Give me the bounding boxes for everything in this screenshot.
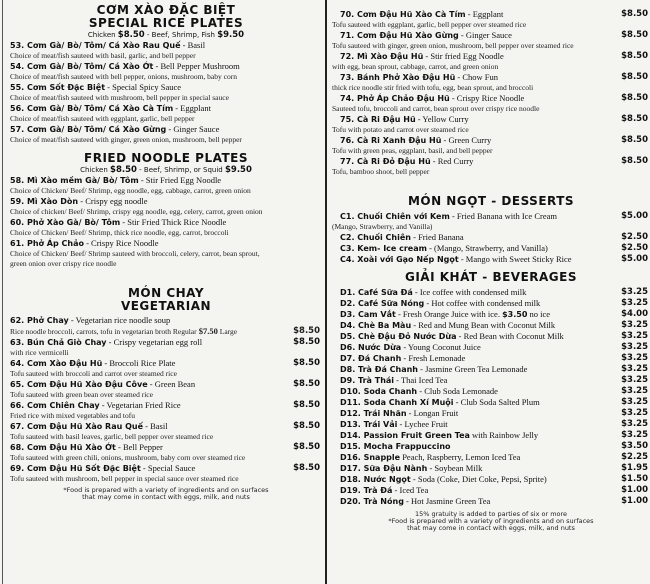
item-name: D1. Café Sữa Đá bbox=[340, 288, 413, 297]
menu-item bbox=[10, 315, 322, 326]
left-footnote-1: *Food is prepared with a variety of ingredients and on surfaces bbox=[63, 486, 269, 494]
menu-item bbox=[10, 238, 322, 249]
item-alt-price: $3.50 bbox=[502, 310, 528, 319]
item-english: - Fresh Orange Juice bbox=[395, 309, 469, 319]
item-english: - Yellow Curry bbox=[415, 114, 469, 124]
item-description bbox=[332, 83, 650, 93]
item-description-text: Tofu sauteed with broccoli and carrot over steamed rice bbox=[10, 369, 177, 378]
item-description bbox=[10, 390, 322, 400]
item-description-text: Tofu with potato and carrot over steamed rice bbox=[332, 125, 469, 134]
item-price: $3.50 bbox=[621, 441, 648, 451]
item-name: 71. Cơm Đậu Hũ Xào Gừng bbox=[340, 31, 459, 40]
menu-item bbox=[10, 196, 322, 207]
item-name: 56. Cơm Gà/ Bò/ Tôm/ Cá Xào Cà Tím bbox=[10, 104, 174, 113]
menu-item bbox=[332, 364, 650, 375]
item-price: $3.25 bbox=[621, 419, 648, 429]
item-description bbox=[10, 326, 322, 337]
item-name: C1. Chuối Chiên với Kem bbox=[340, 212, 450, 221]
item-large-label: Large bbox=[217, 327, 238, 336]
item-name: D6. Nước Dừa bbox=[340, 343, 402, 352]
item-description bbox=[10, 51, 322, 61]
item-description bbox=[10, 72, 322, 82]
item-price: $8.50 bbox=[293, 400, 320, 410]
menu-item bbox=[332, 386, 650, 397]
item-name: 65. Cơm Đậu Hũ Xào Đậu Côve bbox=[10, 380, 148, 389]
item-name: D15. Mocha Frappuccino bbox=[340, 442, 451, 451]
special-title-en: SPECIAL RICE PLATES bbox=[88, 16, 244, 30]
item-description-text: Tofu with green peas, eggplant, basil, and bell pepper bbox=[332, 146, 493, 155]
item-english: - Thai Iced Tea bbox=[394, 375, 448, 385]
left-footnote-2: that may come in contact with eggs, milk, and nuts bbox=[82, 493, 250, 501]
item-description-text: Choice of Chicken/ Beef/ Shrimp sauteed with broccoli, celery, carrot, bean sprout, bbox=[10, 249, 260, 258]
item-english: Peach, Raspberry, Lemon Iced Tea bbox=[400, 452, 521, 462]
item-description bbox=[10, 474, 322, 484]
left-column bbox=[0, 0, 322, 584]
item-description bbox=[10, 114, 322, 124]
item-price: $1.50 bbox=[621, 474, 648, 484]
menu-item bbox=[10, 421, 322, 432]
menu-item bbox=[332, 30, 650, 41]
item-description bbox=[10, 186, 322, 196]
item-price: $3.25 bbox=[621, 342, 648, 352]
menu-item bbox=[10, 463, 322, 474]
menu-item bbox=[10, 358, 322, 369]
menu-item bbox=[332, 419, 650, 430]
menu-item bbox=[332, 496, 650, 507]
item-price: $8.50 bbox=[293, 358, 320, 368]
item-name: 57. Cơm Gà/ Bò/ Tôm/ Cá Xào Gừng bbox=[10, 125, 167, 134]
item-english: - Fresh Lemonade bbox=[401, 353, 466, 363]
item-price: $1.00 bbox=[621, 496, 648, 506]
menu-item bbox=[10, 337, 322, 348]
item-description-text: with rice vermicelli bbox=[10, 348, 69, 357]
menu-item bbox=[332, 485, 650, 496]
item-price: $3.25 bbox=[621, 430, 648, 440]
item-english: - Chow Fun bbox=[455, 72, 499, 82]
item-name: 67. Cơm Đậu Hũ Xào Rau Quế bbox=[10, 422, 144, 431]
item-price: $8.50 bbox=[621, 72, 648, 82]
noodle-title: FRIED NOODLE PLATES bbox=[84, 151, 248, 165]
menu-item bbox=[332, 287, 650, 298]
item-name: D18. Nước Ngọt bbox=[340, 475, 411, 484]
noodle-list bbox=[10, 175, 322, 269]
menu-item bbox=[332, 463, 650, 474]
item-english: - Ice coffee with condensed milk bbox=[412, 287, 527, 297]
column-divider bbox=[325, 0, 327, 584]
item-note: with ice. bbox=[468, 309, 503, 319]
dessert-list bbox=[332, 211, 650, 265]
item-english: - Stir fried Egg Noodle bbox=[423, 51, 504, 61]
item-name: D17. Sữa Đậu Nành bbox=[340, 464, 428, 473]
item-name: 61. Phở Áp Chảo bbox=[10, 239, 84, 248]
item-name: D9. Trà Thái bbox=[340, 376, 395, 385]
item-price: $8.50 bbox=[621, 93, 648, 103]
menu-item bbox=[332, 430, 650, 441]
item-english: - Bell Pepper Mushroom bbox=[153, 61, 240, 71]
noodle-subtitle: Chicken $8.50 - Beef, Shrimp, or Squid $9.50 bbox=[80, 165, 252, 175]
menu-item bbox=[10, 379, 322, 390]
item-price: $3.25 bbox=[621, 364, 648, 374]
item-name: 59. Mì Xào Dòn bbox=[10, 197, 79, 206]
menu-item bbox=[10, 103, 322, 114]
item-english: - Broccoli Rice Plate bbox=[102, 358, 176, 368]
item-name: D5. Chè Đậu Đỏ Nước Dừa bbox=[340, 332, 457, 341]
item-description-text: Choice of meat/fish sauteed with mushroom, bell pepper in special sauce bbox=[10, 93, 229, 102]
item-price: $1.00 bbox=[621, 485, 648, 495]
item-english: - Crispy Rice Noodle bbox=[83, 238, 159, 248]
item-english: - Longan Fruit bbox=[406, 408, 459, 418]
item-name: 77. Cà Ri Đỏ Đậu Hũ bbox=[340, 157, 431, 166]
item-description-text: with egg, bean sprout, cabbage, carrot, and green onion bbox=[332, 62, 499, 71]
item-english: - Young Coconut Juice bbox=[401, 342, 481, 352]
menu-item bbox=[332, 298, 650, 309]
item-description-2: green onion over crispy rice noodle bbox=[10, 259, 117, 268]
item-description-text: Choice of meat/fish sauteed with bell pepper, onions, mushroom, baby corn bbox=[10, 72, 237, 81]
item-price: $8.50 bbox=[293, 379, 320, 389]
item-price: $8.50 bbox=[621, 135, 648, 145]
right-footnote-2: *Food is prepared with a variety of ingredients and on surfaces bbox=[388, 517, 594, 525]
item-english: with Rainbow Jelly bbox=[469, 430, 539, 440]
item-description bbox=[332, 104, 650, 114]
item-description-text: Choice of Chicken/ Beef/ Shrimp, egg noodle, egg, cabbage, carrot, green onion bbox=[10, 186, 251, 195]
item-name: D11. Soda Chanh Xí Muội bbox=[340, 398, 454, 407]
gratuity-note: 15% gratuity is added to parties of six or more bbox=[414, 510, 568, 518]
item-english: - Mango with Sweet Sticky Rice bbox=[458, 254, 572, 264]
item-name: 72. Mì Xào Đậu Hũ bbox=[340, 52, 424, 61]
menu-item bbox=[332, 452, 650, 463]
item-english: - Special Spicy Sauce bbox=[105, 82, 182, 92]
item-name: D3. Cam Vắt bbox=[340, 310, 396, 319]
menu-item bbox=[332, 375, 650, 386]
item-english: - Stir Fried Egg Noodle bbox=[138, 175, 222, 185]
item-name: 66. Cơm Chiên Chay bbox=[10, 401, 100, 410]
item-description-text: Choice of Chicken/ Beef/ Shrimp, thick rice noodle, egg, carrot, broccoli bbox=[10, 228, 229, 237]
item-description-text: Tofu sauteed with ginger, green onion, mushroom, bell pepper over steamed rice bbox=[332, 41, 574, 50]
menu-item bbox=[332, 441, 650, 452]
item-price: $3.25 bbox=[621, 397, 648, 407]
item-name: 68. Cơm Đậu Hũ Xào Ớt bbox=[10, 443, 116, 452]
menu-item bbox=[332, 72, 650, 83]
item-name: D7. Đá Chanh bbox=[340, 354, 402, 363]
menu-item bbox=[332, 474, 650, 485]
item-name: 63. Bún Chả Giò Chay bbox=[10, 338, 107, 347]
item-name: D13. Trái Vải bbox=[340, 420, 398, 429]
item-english: - Iced Tea bbox=[392, 485, 429, 495]
item-price: $8.50 bbox=[621, 9, 648, 19]
item-description bbox=[10, 453, 322, 463]
item-name: D10. Soda Chanh bbox=[340, 387, 418, 396]
menu-item bbox=[332, 51, 650, 62]
item-english: - Eggplant bbox=[465, 9, 504, 19]
menu-item bbox=[10, 400, 322, 411]
item-english: - Club Soda Lemonade bbox=[417, 386, 498, 396]
item-description bbox=[332, 222, 650, 232]
desserts-title: MÓN NGỌT - DESSERTS bbox=[407, 194, 575, 208]
item-name: D20. Trà Nóng bbox=[340, 497, 404, 506]
item-price: $3.25 bbox=[621, 298, 648, 308]
item-name: D12. Trái Nhãn bbox=[340, 409, 407, 418]
special-title-vi: CƠM XÀO ĐẶC BIỆT bbox=[96, 3, 236, 17]
menu-item bbox=[332, 408, 650, 419]
item-name: C2. Chuối Chiên bbox=[340, 233, 411, 242]
item-name: 70. Cơm Đậu Hũ Xào Cà Tím bbox=[340, 10, 466, 19]
item-english: - Crispy egg noodle bbox=[78, 196, 148, 206]
item-price: $8.50 bbox=[293, 442, 320, 452]
item-english: - Green Bean bbox=[147, 379, 196, 389]
item-english: - Fried Banana bbox=[410, 232, 464, 242]
item-english: - Stir Fried Thick Rice Noodle bbox=[120, 217, 227, 227]
menu-item bbox=[332, 93, 650, 104]
item-english: - Eggplant bbox=[173, 103, 211, 113]
item-price: $3.25 bbox=[621, 386, 648, 396]
item-price: $3.25 bbox=[621, 353, 648, 363]
item-name: C3. Kem- Ice cream bbox=[340, 244, 427, 253]
item-price: $8.50 bbox=[621, 30, 648, 40]
item-price: $8.50 bbox=[621, 114, 648, 124]
item-regular-price: $7.50 bbox=[196, 326, 218, 336]
item-description bbox=[10, 348, 322, 358]
item-description bbox=[332, 125, 650, 135]
veg-title-en: VEGETARIAN bbox=[120, 299, 212, 313]
item-name: D8. Trà Đá Chanh bbox=[340, 365, 418, 374]
item-name: 53. Cơm Gà/ Bò/ Tôm/ Cá Xào Rau Quế bbox=[10, 41, 181, 50]
item-name: 75. Cà Ri Đậu Hũ bbox=[340, 115, 416, 124]
veg-title-vi: MÓN CHAY bbox=[127, 286, 205, 300]
menu-item bbox=[10, 442, 322, 453]
item-name: D16. Snapple bbox=[340, 453, 401, 462]
item-name: D14. Passion Fruit Green Tea bbox=[340, 431, 470, 440]
item-price: $3.25 bbox=[621, 287, 648, 297]
menu-item bbox=[10, 61, 322, 72]
item-price: $2.50 bbox=[621, 243, 648, 253]
item-name: 64. Cơm Xào Đậu Hũ bbox=[10, 359, 103, 368]
item-name: 55. Cơm Sốt Đặc Biệt bbox=[10, 83, 106, 92]
menu-item bbox=[332, 342, 650, 353]
item-description bbox=[332, 41, 650, 51]
veg-list bbox=[10, 315, 322, 484]
item-price: $2.50 bbox=[621, 232, 648, 242]
item-name: 62. Phở Chay bbox=[10, 316, 69, 325]
menu-item bbox=[332, 254, 650, 265]
item-english: - Vegetarian Fried Rice bbox=[99, 400, 181, 410]
right-column bbox=[332, 0, 650, 584]
menu-item bbox=[332, 211, 650, 222]
item-price: $2.25 bbox=[621, 452, 648, 462]
menu-item bbox=[332, 232, 650, 243]
item-price: $1.95 bbox=[621, 463, 648, 473]
item-price: $3.25 bbox=[621, 320, 648, 330]
item-english: - Lychee Fruit bbox=[397, 419, 448, 429]
item-english: - Soda (Coke, Diet Coke, Pepsi, Sprite) bbox=[410, 474, 547, 484]
item-description bbox=[10, 207, 322, 217]
item-english: - Basil bbox=[143, 421, 168, 431]
item-description-text: thick rice noodle stir fried with tofu, egg, bean sprout, and broccoli bbox=[332, 83, 534, 92]
menu-item bbox=[332, 353, 650, 364]
item-english: - Red Curry bbox=[430, 156, 474, 166]
item-english: - Crispy vegetarian egg roll bbox=[106, 337, 203, 347]
item-name: D2. Café Sữa Nóng bbox=[340, 299, 425, 308]
special-subtitle: Chicken $8.50 - Beef, Shrimp, Fish $9.50 bbox=[87, 30, 245, 40]
menu-item bbox=[332, 331, 650, 342]
item-english: - Ginger Sauce bbox=[166, 124, 220, 134]
item-english: - Hot Jasmine Green Tea bbox=[403, 496, 491, 506]
item-price: $3.25 bbox=[621, 408, 648, 418]
item-price: $3.25 bbox=[621, 375, 648, 385]
item-description-text: Fried rice with mixed vegetables and tofu bbox=[10, 411, 135, 420]
item-description bbox=[332, 146, 650, 156]
item-description-text: Choice of meat/fish sauteed with eggplant, garlic, bell pepper bbox=[10, 114, 195, 123]
menu-item bbox=[332, 156, 650, 167]
item-price: $8.50 bbox=[293, 421, 320, 431]
item-description-text: Choice of meat/fish sauteed with ginger, green onion, mushroom, bell pepper bbox=[10, 135, 242, 144]
item-price: $4.00 bbox=[621, 309, 648, 319]
item-name: C4. Xoài với Gạo Nếp Ngọt bbox=[340, 255, 459, 264]
item-english: - Vegetarian rice noodle soup bbox=[68, 315, 171, 325]
menu-item bbox=[10, 82, 322, 93]
item-description-text: Tofu sauteed with mushroom, bell pepper in special sauce over steamed rice bbox=[10, 474, 239, 483]
item-description-text: Tofu sauteed with green bean over steamed rice bbox=[10, 390, 153, 399]
item-english: - Crispy Rice Noodle bbox=[449, 93, 525, 103]
item-name: 76. Cà Ri Xanh Đậu Hũ bbox=[340, 136, 442, 145]
item-english: - Fried Banana with Ice Cream bbox=[449, 211, 557, 221]
item-description-text: Choice of chicken/ Beef/ Shrimp, crispy egg noodle, egg, celery, carrot, green onion bbox=[10, 207, 263, 216]
item-description-text: (Mango, Strawberry, and Vanilla) bbox=[332, 222, 433, 231]
menu-item bbox=[332, 135, 650, 146]
item-description-text: Tofu sauteed with basil leaves, garlic, bell pepper over steamed rice bbox=[10, 432, 214, 441]
item-english: - Bell Pepper bbox=[115, 442, 163, 452]
item-description bbox=[332, 62, 650, 72]
item-english: - Soybean Milk bbox=[427, 463, 483, 473]
item-name: 60. Phở Xào Gà/ Bò/ Tôm bbox=[10, 218, 121, 227]
menu-item bbox=[10, 40, 322, 51]
menu-item bbox=[10, 217, 322, 228]
item-english: - Jasmine Green Tea Lemonade bbox=[417, 364, 528, 374]
item-price: $3.25 bbox=[621, 331, 648, 341]
item-name: 54. Cơm Gà/ Bò/ Tôm/ Cá Xào Ớt bbox=[10, 62, 154, 71]
item-description-text: Choice of meat/fish sauteed with basil, garlic, and bell pepper bbox=[10, 51, 196, 60]
menu-item bbox=[332, 114, 650, 125]
item-price: $8.50 bbox=[293, 337, 320, 347]
item-description-text: Tofu sauteed with green chili, onions, mushroom, baby corn over steamed rice bbox=[10, 453, 246, 462]
item-description bbox=[10, 228, 322, 238]
beverages-title: GIẢI KHÁT - BEVERAGES bbox=[404, 270, 577, 284]
item-english: - Special Sauce bbox=[140, 463, 196, 473]
item-description-text: Tofu, bamboo shoot, bell pepper bbox=[332, 167, 430, 176]
item-name: 74. Phở Áp Chảo Đậu Hũ bbox=[340, 94, 450, 103]
menu-item bbox=[332, 9, 650, 20]
item-english: - Red and Mung Bean with Coconut Milk bbox=[411, 320, 556, 330]
item-english: - Hot coffee with condensed milk bbox=[424, 298, 541, 308]
item-description bbox=[10, 249, 322, 259]
item-english: - Ginger Sauce bbox=[458, 30, 512, 40]
right-veg-list bbox=[332, 9, 650, 177]
item-name: D4. Chè Ba Màu bbox=[340, 321, 412, 330]
item-description bbox=[10, 93, 322, 103]
item-english: - Green Curry bbox=[441, 135, 492, 145]
item-name: D19. Trà Đá bbox=[340, 486, 393, 495]
item-description bbox=[10, 369, 322, 379]
item-price: $8.50 bbox=[621, 51, 648, 61]
item-description bbox=[10, 411, 322, 421]
item-price: $5.00 bbox=[621, 254, 648, 264]
item-price: $8.50 bbox=[293, 463, 320, 473]
item-english: - (Mango, Strawberry, and Vanilla) bbox=[426, 243, 548, 253]
item-description bbox=[10, 432, 322, 442]
menu-item bbox=[10, 124, 322, 135]
item-name: 73. Bánh Phở Xào Đậu Hũ bbox=[340, 73, 456, 82]
item-note-2: no ice bbox=[527, 309, 551, 319]
item-large-price: $8.50 bbox=[293, 326, 320, 336]
item-english: - Basil bbox=[180, 40, 206, 50]
item-description bbox=[332, 20, 650, 30]
item-price: $8.50 bbox=[621, 156, 648, 166]
item-description-text: Tofu sauteed with eggplant, garlic, bell pepper over steamed rice bbox=[332, 20, 527, 29]
item-name: 69. Cơm Đậu Hũ Sốt Đặc Biệt bbox=[10, 464, 141, 473]
item-english: - Club Soda Salted Plum bbox=[453, 397, 540, 407]
special-list bbox=[10, 40, 322, 145]
menu-item bbox=[332, 243, 650, 254]
menu-item bbox=[332, 309, 650, 320]
item-price: $5.00 bbox=[621, 211, 648, 221]
item-description-text: Rice noodle broccoli, carrots, tofu in vegetarian broth Regular bbox=[10, 327, 197, 336]
menu-item bbox=[332, 397, 650, 408]
menu-item bbox=[332, 320, 650, 331]
right-footnote-3: that may come in contact with eggs, milk, and nuts bbox=[407, 524, 575, 532]
item-description-text: Sauteed tofu, broccoli and carrot, bean sprout over crispy rice noodle bbox=[332, 104, 540, 113]
beverage-list bbox=[332, 287, 650, 507]
item-description bbox=[332, 167, 650, 177]
item-name: 58. Mì Xào mềm Gà/ Bò/ Tôm bbox=[10, 176, 139, 185]
menu-item bbox=[10, 175, 322, 186]
item-english: - Red Bean with Coconut Milk bbox=[456, 331, 564, 341]
item-description bbox=[10, 135, 322, 145]
